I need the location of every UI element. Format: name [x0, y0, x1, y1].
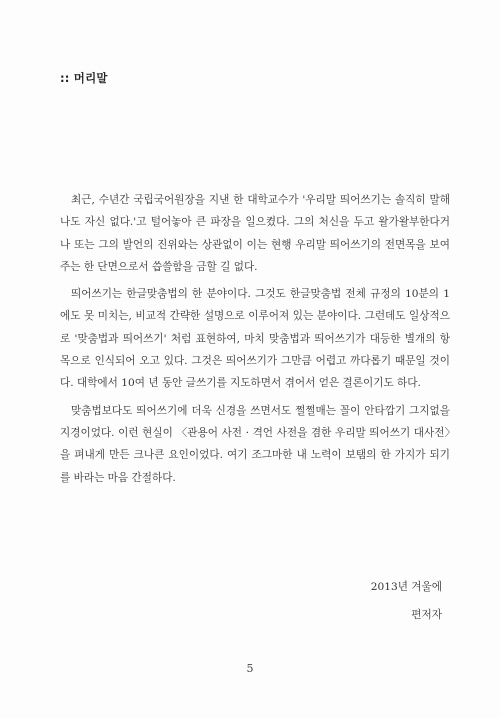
paragraph-3: 맞춤법보다도 띄어쓰기에 더욱 신경을 쓰면서도 쩔쩔매는 꼴이 안타깝기 그지없을 지경이었다. 이런 현실이 〈관용어 사전 · 격언 사전을 겸한 우리말 띄어쓰기 대사전〉을 펴내게 만든 크나큰 요인이었다. 여기 조그마한 내 노력이 보탬의 한 가지가 되기를 바라는 마음 간절하다.: [60, 404, 450, 484]
preface-heading: :: 머리말: [60, 71, 108, 85]
signature-block: [371, 573, 442, 629]
paragraph-1: 최근, 수년간 국립국어원장을 지낸 한 대학교수가 '우리말 띄어쓰기는 솔직히 말해 나도 자신 없다.'고 털어놓아 큰 파장을 일으켰다. 그의 처신을 두고 왈가왈부한다거나 또는 그의 발언의 진위와는 상관없이 이는 현행 우리말 띄어쓰기의 전면목을 보여 주는 한 단면으로서 씁쓸함을 금할 길 없다.: [60, 194, 450, 273]
paragraph-2: 띄어쓰기는 한글맞춤법의 한 분야이다. 그것도 한글맞춤법 전체 규정의 10분의 1에도 못 미치는, 비교적 간략한 설명으로 이루어져 있는 분야이다. 그런데도 일상적으로 '맞춤법과 띄어쓰기' 처럼 표현하여, 마치 맞춤법과 띄어쓰기가 대등한 별개의 항목으로 인식되어 오고 있다. 그것은 띄어쓰기가 그만큼 어렵고 까다롭기 때문일 것이다. 대학에서 10여 년 동안 글쓰기를 지도하면서 겪어서 얻은 결론이기도 하다.: [60, 288, 450, 390]
page-number: 5: [246, 662, 254, 675]
signature-author: 편저자: [411, 609, 442, 621]
preface-body: [60, 189, 450, 494]
signature-date: 2013년 겨울에: [370, 581, 442, 593]
